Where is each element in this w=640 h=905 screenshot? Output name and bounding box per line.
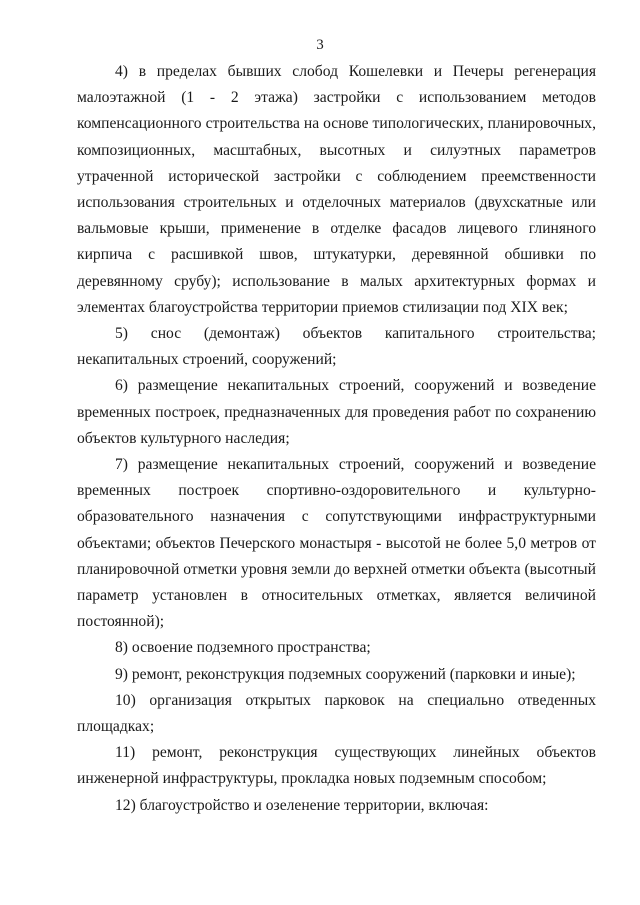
paragraph-item-6: 6) размещение некапитальных строений, сооружений и возведение временных построек, предназначенных для проведения работ по сохранению объектов культурного наследия; (77, 377, 596, 447)
paragraph-item-4: 4) в пределах бывших слобод Кошелевки и Печеры регенерация малоэтажной (1 - 2 этажа) застройки с использованием методов компенсационного строительства на основе типологических, планировочных, композиционных, масштабных, высотных и силуэтных параметров утраченной исторической застройки с соблюдением преемственности использования строительных и отделочных материалов (двухскатные или вальмовые крыши, применение в отделке фасадов лицевого глиняного кирпича с расшивкой швов, штукатурки, деревянной обшивки по деревянному срубу); использование в малых архитектурных формах и элементах благоустройства территории приемов стилизации под XIX век; (77, 63, 596, 316)
paragraph-item-12: 12) благоустройство и озеленение территории, включая: (115, 796, 489, 814)
document-body (77, 59, 596, 819)
paragraph-item-11: 11) ремонт, реконструкция существующих линейных объектов инженерной инфраструктуры, прокладка новых подземным способом; (77, 744, 596, 788)
paragraph-item-10: 10) организация открытых парковок на специально отведенных площадках; (77, 691, 596, 736)
paragraph-item-7: 7) размещение некапитальных строений, сооружений и возведение временных построек спортивно-оздоровительного и культурно-образовательного назначения с сопутствующими инфраструктурными объектами; объектов Печерского монастыря - высотой не более 5,0 метров от планировочной отметки уровня земли до верхней отметки объекта (высотный параметр установлен в относительных отметках, является величиной постоянной); (77, 456, 596, 631)
paragraph-item-5: 5) снос (демонтаж) объектов капитального строительства; некапитальных строений, сооружений; (77, 325, 596, 369)
page-number: 3 (316, 37, 324, 53)
paragraph-item-9: 9) ремонт, реконструкция подземных сооружений (парковки и иные); (115, 665, 576, 683)
paragraph-item-8: 8) освоение подземного пространства; (115, 639, 371, 657)
